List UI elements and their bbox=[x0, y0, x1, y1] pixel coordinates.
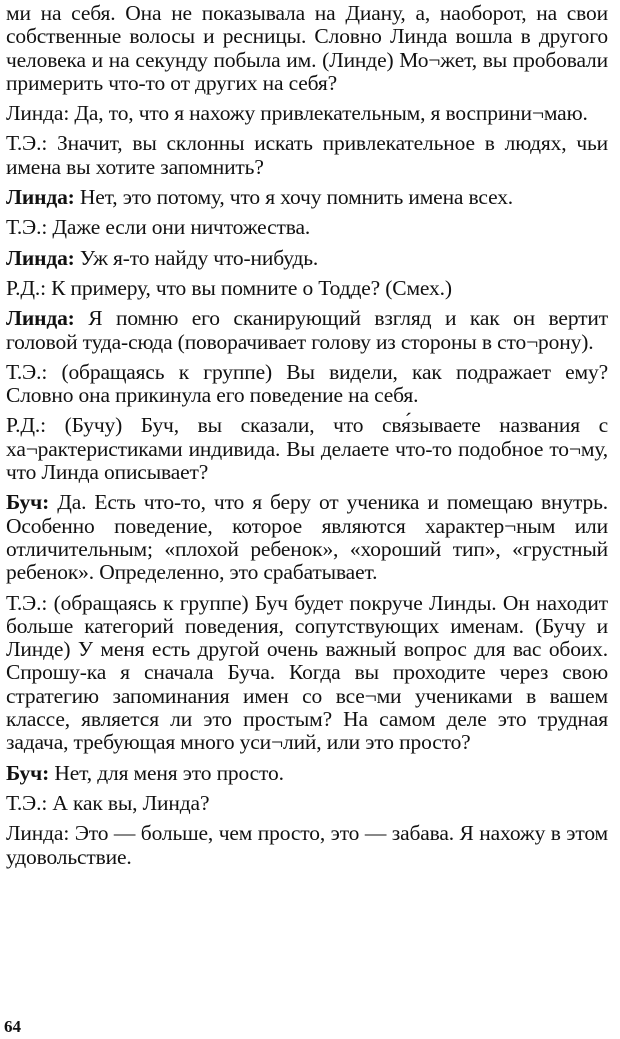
paragraph-text: Нет, для меня это просто. bbox=[49, 760, 284, 785]
paragraph bbox=[6, 307, 608, 354]
paragraph-text: (Бучу) Буч, вы сказали, что свя́зываете названия с ха¬рактеристиками индивида. Вы делаете что-то подобное то¬му, что Линда описывает? bbox=[6, 413, 608, 485]
paragraph bbox=[6, 277, 608, 300]
paragraph bbox=[6, 792, 608, 815]
speaker-label: Линда: bbox=[6, 306, 75, 331]
speaker-label: Линда: bbox=[6, 185, 75, 210]
paragraph bbox=[6, 2, 608, 95]
speaker-label: Т.Э.: bbox=[6, 590, 48, 615]
paragraph bbox=[6, 186, 608, 209]
paragraph-text: Даже если они ничтожества. bbox=[47, 215, 311, 240]
speaker-label: Т.Э.: bbox=[6, 790, 48, 815]
paragraph bbox=[6, 592, 608, 755]
paragraph bbox=[6, 762, 608, 785]
paragraph-text: Значит, вы склонны искать привлекательное в людях, чьи имена вы хотите запомнить? bbox=[6, 131, 608, 179]
page-number: 64 bbox=[4, 1017, 21, 1036]
paragraph-text: Это — больше, чем просто, это — забава. Я нахожу в этом удовольствие. bbox=[6, 821, 608, 869]
paragraph bbox=[6, 491, 608, 584]
paragraph-text: К примеру, что вы помните о Тодде? (Смех.) bbox=[45, 275, 452, 300]
speaker-label: Буч: bbox=[6, 490, 50, 515]
paragraph bbox=[6, 361, 608, 408]
paragraph-text: Да, то, что я нахожу привлекательным, я восприни¬маю. bbox=[69, 101, 588, 126]
paragraph bbox=[6, 102, 608, 125]
paragraph-text: А как вы, Линда? bbox=[47, 790, 210, 815]
speaker-label: Линда: bbox=[6, 101, 70, 126]
page-body bbox=[6, 2, 608, 876]
speaker-label: Р.Д.: bbox=[6, 275, 46, 300]
paragraph-text: Уж я-то найду что-нибудь. bbox=[74, 245, 319, 270]
speaker-label: Линда: bbox=[6, 821, 70, 846]
speaker-label: Т.Э.: bbox=[6, 359, 48, 384]
speaker-label: Линда: bbox=[6, 245, 75, 270]
speaker-label: Буч: bbox=[6, 760, 50, 785]
paragraph-text: Я помню его сканирующий взгляд и как он вертит головой туда-сюда (поворачивает голову из стороны в сто¬рону). bbox=[6, 306, 608, 354]
paragraph-text: (обращаясь к группе) Вы видели, как подражает ему? Словно она прикинула его поведение на себя. bbox=[6, 359, 608, 408]
paragraph bbox=[6, 132, 608, 179]
paragraph bbox=[6, 822, 608, 869]
speaker-label: Т.Э.: bbox=[6, 131, 48, 156]
paragraph bbox=[6, 414, 608, 484]
paragraph-text: Да. Есть что-то, что я беру от ученика и помещаю внутрь. Особенно поведение, которое являются характер¬ным или отличительным; «плохой ребенок», «хороший тип», «грустный ребенок». Определенно, это срабатывает. bbox=[6, 490, 608, 585]
paragraph-text: ми на себя. Она не показывала на Диану, а, наоборот, на свои собственные волосы и ресницы. Словно Линда вошла в другого человека и на секунду побыла им. (Линде) Мо¬жет, вы пробовали примерить что-то от других на себя? bbox=[6, 1, 608, 95]
paragraph-text: Нет, это потому, что я хочу помнить имена всех. bbox=[74, 185, 514, 210]
paragraph bbox=[6, 247, 608, 270]
paragraph-text: (обращаясь к группе) Буч будет покруче Линды. Он находит больше категорий поведения, сопутствующих именам. (Бучу и Линде) У меня есть другой очень важный вопрос для вас обоих. Спрошу-ка я сначала Буча. Когда вы проходите через свою стратегию запоминания имен со все¬ми учениками в вашем классе, является ли это простым? На самом деле это трудная задача, требующая много уси¬лий, или это просто? bbox=[6, 590, 608, 755]
speaker-label: Р.Д.: bbox=[6, 413, 46, 438]
paragraph bbox=[6, 216, 608, 239]
speaker-label: Т.Э.: bbox=[6, 215, 48, 240]
